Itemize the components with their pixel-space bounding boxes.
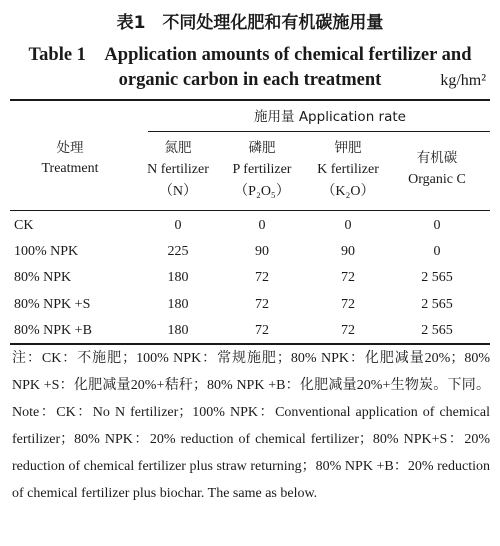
- row-n-value: 225: [167, 244, 189, 259]
- row-c-value: 2 565: [421, 297, 453, 312]
- header-k-cn: 钾肥: [334, 140, 362, 156]
- table-top-rule: [10, 99, 490, 101]
- row-c-value: 2 565: [421, 323, 453, 338]
- row-k-value: 72: [341, 323, 355, 338]
- header-group-label: 施用量 Application rate: [254, 109, 406, 125]
- row-k-value: 90: [341, 244, 355, 259]
- header-k-unit: （K₂O）: [321, 184, 375, 199]
- row-k-value: 0: [344, 218, 352, 233]
- unit-label: kg/hm²: [440, 72, 486, 89]
- row-c-value: 0: [433, 218, 441, 233]
- header-k-en: K fertilizer: [317, 162, 379, 177]
- row-p-value: 72: [255, 270, 269, 285]
- row-n-value: 180: [167, 323, 189, 338]
- row-treatment: 80% NPK +B: [14, 323, 92, 338]
- header-c-en: Organic C: [408, 172, 466, 187]
- row-p-value: 0: [258, 218, 266, 233]
- table-title-cn: 表1 不同处理化肥和有机碳施用量: [116, 13, 384, 33]
- table-title-en-line1: Table 1 Application amounts of chemical fertilizer and: [28, 45, 472, 65]
- row-treatment: 80% NPK +S: [14, 297, 91, 312]
- header-p-en: P fertilizer: [232, 162, 292, 177]
- header-bottom-rule: [10, 210, 490, 211]
- row-p-value: 72: [255, 323, 269, 338]
- row-p-value: 72: [255, 297, 269, 312]
- row-treatment: CK: [14, 218, 34, 233]
- row-n-value: 180: [167, 270, 189, 285]
- row-p-value: 90: [255, 244, 269, 259]
- row-k-value: 72: [341, 270, 355, 285]
- header-n-cn: 氮肥: [164, 140, 192, 156]
- row-n-value: 180: [167, 297, 189, 312]
- row-c-value: 0: [433, 244, 441, 259]
- header-n-unit: （N）: [158, 184, 198, 199]
- row-c-value: 2 565: [421, 270, 453, 285]
- header-p-cn: 磷肥: [248, 140, 276, 156]
- header-treatment-en: Treatment: [41, 161, 99, 176]
- header-n-en: N fertilizer: [147, 162, 209, 177]
- row-treatment: 100% NPK: [14, 244, 79, 259]
- row-k-value: 72: [341, 297, 355, 312]
- header-group-rule: [148, 131, 490, 132]
- table-title-en-line2: organic carbon in each treatment: [118, 70, 382, 90]
- table-footnote: 注：CK：不施肥；100% NPK：常规施肥；80% NPK：化肥减量20%；80% NPK +S：化肥减量20%+秸秆；80% NPK +B：化肥减量20%+生物炭。下同。Note：CK：No N fertilizer；100% NPK：Conventional application of chemical fertilizer；80% NPK：20% reduction of chemical fertilizer；80% NPK+S：20% reduction of chemical fertilizer plus straw returning；80% NPK +B：20% reduction of chemical fertilizer plus biochar. The same as below.: [12, 351, 490, 501]
- header-p-unit: （P₂O₅）: [234, 184, 290, 199]
- row-n-value: 0: [174, 218, 182, 233]
- header-c-cn: 有机碳: [416, 150, 458, 166]
- header-treatment-cn: 处理: [56, 140, 84, 156]
- row-treatment: 80% NPK: [14, 270, 72, 285]
